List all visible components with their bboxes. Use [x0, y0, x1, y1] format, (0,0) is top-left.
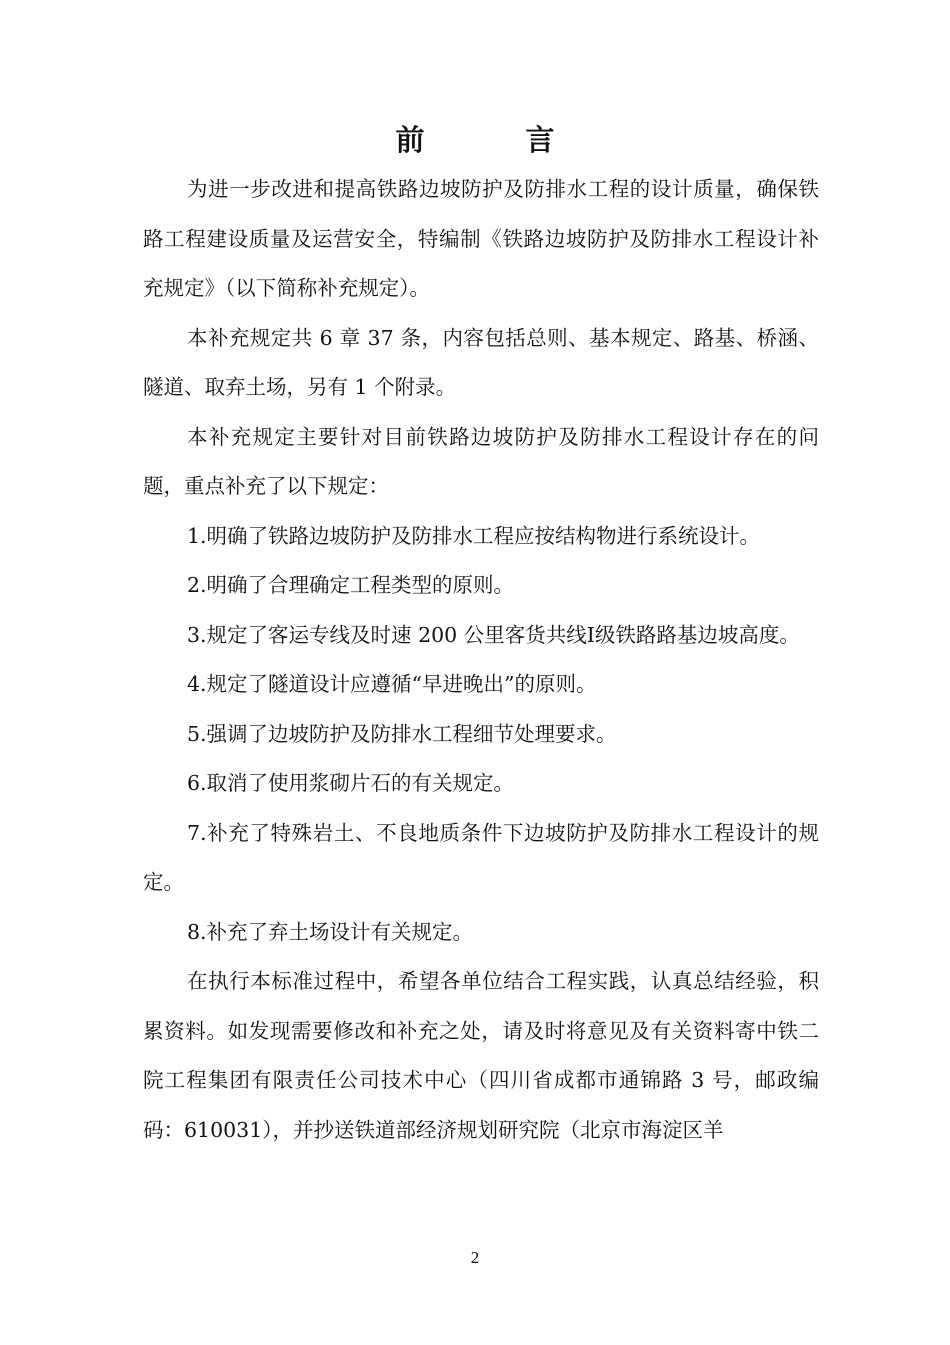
list-item-8: 8.补充了弃土场设计有关规定。 — [187, 919, 474, 944]
paragraph-structure: 本补充规定共 6 章 37 条，内容包括总则、基本规定、路基、桥涵、隧道、取弃土场，另有 1 个附录。 — [143, 325, 819, 399]
paragraph-feedback: 在执行本标准过程中，希望各单位结合工程实践，认真总结经验，积累资料。如发现需要修改和补充之处，请及时将意见及有关资料寄中铁二院工程集团有限责任公司技术中心（四川省成都市通锦路 3 号，邮政编码：610031），并抄送铁道部经济规划研究院（北京市海淀区羊 — [143, 969, 819, 1142]
body-text — [143, 165, 819, 1155]
paragraph-intro: 为进一步改进和提高铁路边坡防护及防排水工程的设计质量，确保铁路工程建设质量及运营安全，特编制《铁路边坡防护及防排水工程设计补充规定》（以下简称补充规定）。 — [143, 177, 819, 300]
list-item-1: 1.明确了铁路边坡防护及防排水工程应按结构物进行系统设计。 — [187, 523, 761, 548]
list-item-3: 3.规定了客运专线及时速 200 公里客货共线Ⅰ级铁路路基边坡高度。 — [187, 622, 800, 647]
page-title: 前 言 — [395, 123, 591, 157]
page-number: 2 — [470, 1248, 480, 1267]
list-item-7: 7.补充了特殊岩土、不良地质条件下边坡防护及防排水工程设计的规定。 — [143, 820, 819, 894]
list-item-5: 5.强调了边坡防护及防排水工程细节处理要求。 — [187, 721, 617, 746]
list-item-2: 2.明确了合理确定工程类型的原则。 — [187, 573, 515, 597]
paragraph-focus: 本补充规定主要针对目前铁路边坡防护及防排水工程设计存在的问题，重点补充了以下规定： — [143, 424, 819, 498]
list-item-4: 4.规定了隧道设计应遵循“早进晚出”的原则。 — [187, 672, 597, 696]
list-item-6: 6.取消了使用浆砌片石的有关规定。 — [187, 771, 515, 795]
